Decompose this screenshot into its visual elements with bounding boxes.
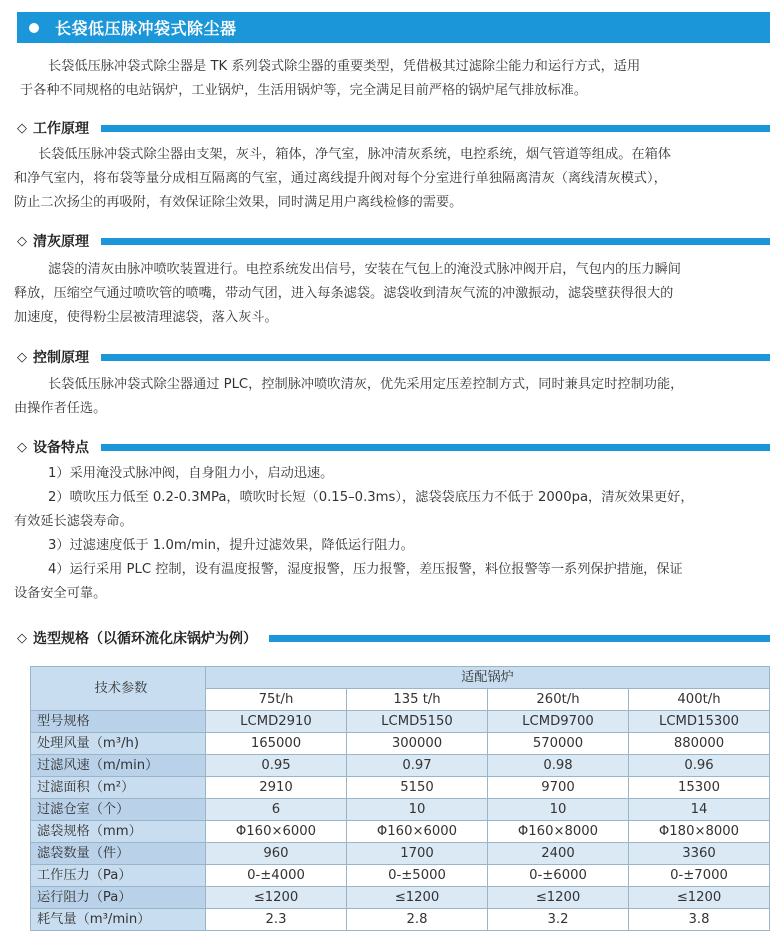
table-cell: 9700 xyxy=(488,777,629,799)
work-line: 防止二次扬尘的再吸附，有效保证除尘效果，同时满足用户离线检修的需要。 xyxy=(14,195,463,210)
table-cell: 2.8 xyxy=(347,909,488,931)
intro-line: 于各种不同规格的电站锅炉，工业锅炉，生活用锅炉等，完全满足目前严格的锅炉尾气排放标准。 xyxy=(20,83,588,98)
row-label: 型号规格 xyxy=(31,711,206,733)
table-cell: 2910 xyxy=(206,777,347,799)
clean-paragraph xyxy=(14,258,774,330)
diamond-icon: ◇ xyxy=(17,233,27,249)
section-header-control xyxy=(17,346,770,368)
work-paragraph xyxy=(14,143,774,215)
table-cell: 10 xyxy=(347,799,488,821)
table-cell: 14 xyxy=(629,799,770,821)
table-row xyxy=(31,843,770,865)
table-cell: 0-±7000 xyxy=(629,865,770,887)
table-cell: Φ160×8000 xyxy=(488,821,629,843)
clean-line: 滤袋的清灰由脉冲喷吹装置进行。电控系统发出信号，安装在气包上的淹没式脉冲阀开启，气包内的压力瞬间 xyxy=(48,262,681,277)
intro-paragraph xyxy=(14,55,774,103)
section-header-spec xyxy=(17,627,770,649)
table-cell: 0.96 xyxy=(629,755,770,777)
table-row xyxy=(31,865,770,887)
row-label: 耗气量（m³/min） xyxy=(31,909,206,931)
table-cell: 880000 xyxy=(629,733,770,755)
row-label: 工作压力（Pa） xyxy=(31,865,206,887)
work-line: 长袋低压脉冲袋式除尘器由支架，灰斗，箱体，净气室，脉冲清灰系统，电控系统，烟气管道等组成。在箱体 xyxy=(38,147,671,162)
section-divider-bar xyxy=(101,444,770,451)
table-cell: LCMD9700 xyxy=(488,711,629,733)
clean-line: 释放，压缩空气通过喷吹管的喷嘴，带动气团，进入每条滤袋。滤袋收到清灰气流的冲激振动，滤袋壁获得很大的 xyxy=(14,286,674,301)
table-cell: 2400 xyxy=(488,843,629,865)
table-cell: 960 xyxy=(206,843,347,865)
table-cell: Φ160×6000 xyxy=(347,821,488,843)
table-cell: 0-±5000 xyxy=(347,865,488,887)
section-title: 设备特点 xyxy=(33,440,89,456)
table-header-row xyxy=(31,667,770,689)
section-header-clean xyxy=(17,230,770,252)
clean-line: 加速度，使得粉尘层被清理滤袋，落入灰斗。 xyxy=(14,310,278,325)
diamond-icon: ◇ xyxy=(17,439,27,455)
control-paragraph xyxy=(14,373,774,421)
table-row xyxy=(31,733,770,755)
row-label: 运行阻力（Pa） xyxy=(31,887,206,909)
table-cell: 1700 xyxy=(347,843,488,865)
row-label: 过滤仓室（个） xyxy=(31,799,206,821)
section-header-work xyxy=(17,117,770,139)
section-title: 清灰原理 xyxy=(33,234,89,250)
table-cell: 0-±6000 xyxy=(488,865,629,887)
table-cell: ≤1200 xyxy=(347,887,488,909)
table-cell: ≤1200 xyxy=(206,887,347,909)
diamond-icon: ◇ xyxy=(17,349,27,365)
section-header-features xyxy=(17,436,770,458)
table-cell: 3.8 xyxy=(629,909,770,931)
table-cell: 3360 xyxy=(629,843,770,865)
features-list xyxy=(14,462,774,606)
bullet-dot-icon xyxy=(29,23,39,33)
table-cell: 15300 xyxy=(629,777,770,799)
section-title: 选型规格（以循环流化床锅炉为例） xyxy=(33,631,257,647)
row-label: 过滤面积（m²） xyxy=(31,777,206,799)
feature-item: 设备安全可靠。 xyxy=(14,586,107,601)
boiler-capacity: 75t/h xyxy=(206,689,347,711)
table-cell: 0.97 xyxy=(347,755,488,777)
diamond-icon: ◇ xyxy=(17,120,27,136)
table-cell: LCMD5150 xyxy=(347,711,488,733)
table-cell: 0.95 xyxy=(206,755,347,777)
feature-item: 4）运行采用 PLC 控制，设有温度报警，湿度报警，压力报警，差压报警，料位报警等一系列保护措施，保证 xyxy=(48,562,683,577)
feature-item: 有效延长滤袋寿命。 xyxy=(14,514,133,529)
table-cell: 6 xyxy=(206,799,347,821)
table-cell: 10 xyxy=(488,799,629,821)
title-banner xyxy=(17,12,770,43)
section-title: 工作原理 xyxy=(33,121,89,137)
table-cell: Φ180×8000 xyxy=(629,821,770,843)
row-label: 过滤风速（m/min） xyxy=(31,755,206,777)
table-row xyxy=(31,821,770,843)
table-row xyxy=(31,755,770,777)
boiler-capacity: 260t/h xyxy=(488,689,629,711)
section-divider-bar xyxy=(269,635,770,642)
table-cell: ≤1200 xyxy=(629,887,770,909)
table-cell: 570000 xyxy=(488,733,629,755)
work-line: 和净气室内，将布袋等量分成相互隔离的气室，通过离线提升阀对每个分室进行单独隔离清灰（离线清灰模式）， xyxy=(14,171,667,186)
control-line: 由操作者任选。 xyxy=(14,401,107,416)
table-cell: ≤1200 xyxy=(488,887,629,909)
table-cell: 300000 xyxy=(347,733,488,755)
row-label: 处理风量（m³/h) xyxy=(31,733,206,755)
page-title: 长袋低压脉冲袋式除尘器 xyxy=(55,19,237,38)
table-cell: LCMD15300 xyxy=(629,711,770,733)
table-cell: 0.98 xyxy=(488,755,629,777)
table-cell: 165000 xyxy=(206,733,347,755)
table-cell: 3.2 xyxy=(488,909,629,931)
section-title: 控制原理 xyxy=(33,350,89,366)
group-header: 适配锅炉 xyxy=(206,667,770,689)
row-label: 滤袋规格（mm） xyxy=(31,821,206,843)
table-row xyxy=(31,909,770,931)
section-divider-bar xyxy=(101,238,770,245)
feature-item: 2）喷吹压力低至 0.2-0.3MPa，喷吹时长短（0.15–0.3ms），滤袋袋底压力不低于 2000pa，清灰效果更好， xyxy=(48,490,694,505)
control-line: 长袋低压脉冲袋式除尘器通过 PLC，控制脉冲喷吹清灰，优先采用定压差控制方式，同时兼具定时控制功能， xyxy=(48,377,684,392)
table-cell: Φ160×6000 xyxy=(206,821,347,843)
boiler-capacity: 135 t/h xyxy=(347,689,488,711)
table-row xyxy=(31,799,770,821)
table-cell: LCMD2910 xyxy=(206,711,347,733)
param-header: 技术参数 xyxy=(31,667,206,711)
spec-table xyxy=(30,666,770,931)
table-cell: 5150 xyxy=(347,777,488,799)
section-divider-bar xyxy=(101,125,770,132)
row-label: 滤袋数量（件） xyxy=(31,843,206,865)
table-row xyxy=(31,777,770,799)
feature-item: 1）采用淹没式脉冲阀，自身阻力小，启动迅速。 xyxy=(48,466,334,481)
table-row xyxy=(31,887,770,909)
table-cell: 2.3 xyxy=(206,909,347,931)
feature-item: 3）过滤速度低于 1.0m/min，提升过滤效果，降低运行阻力。 xyxy=(48,538,414,553)
diamond-icon: ◇ xyxy=(17,630,27,646)
table-row xyxy=(31,711,770,733)
table-cell: 0-±4000 xyxy=(206,865,347,887)
intro-line: 长袋低压脉冲袋式除尘器是 TK 系列袋式除尘器的重要类型，凭借极其过滤除尘能力和运行方式，适用 xyxy=(48,59,641,74)
boiler-capacity: 400t/h xyxy=(629,689,770,711)
section-divider-bar xyxy=(101,354,770,361)
